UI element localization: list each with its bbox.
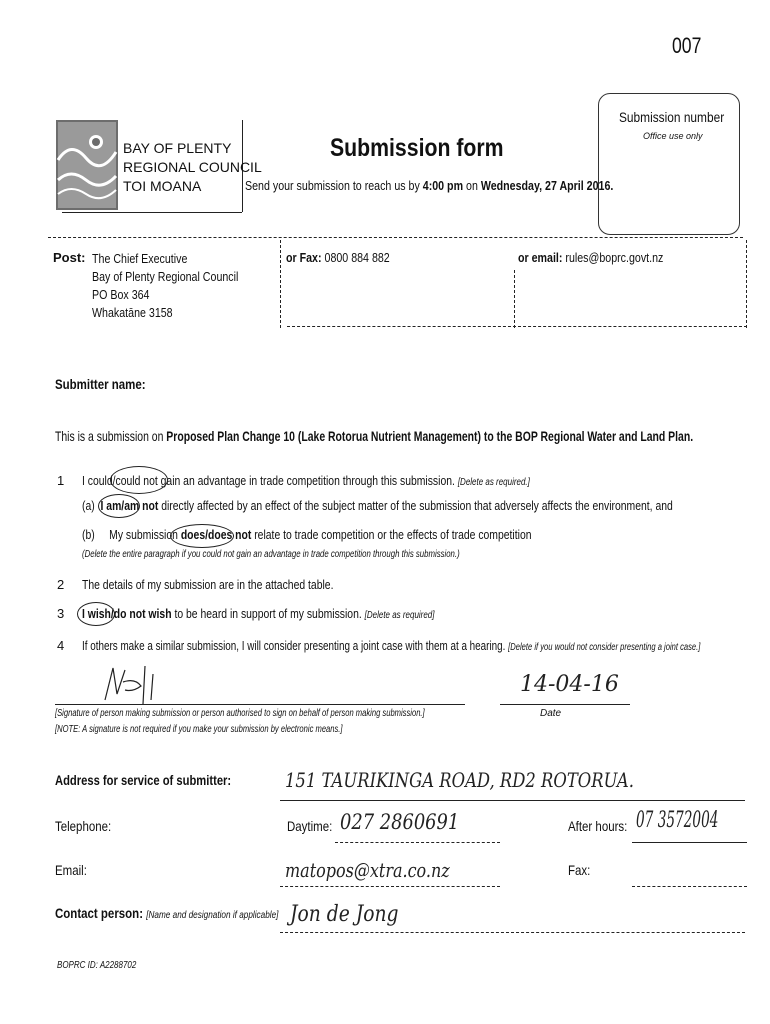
intro-bold: Proposed Plan Change 10 (Lake Rotorua Nutrient Management) to the BOP Regional Water and Land Plan. xyxy=(166,428,694,444)
signature-caption: [Signature of person making submission or person authorised to sign on behalf of person making submission.] xyxy=(55,708,425,719)
fax-label: or Fax: xyxy=(286,250,322,265)
item3-rest: to be heard in support of my submission. xyxy=(171,606,362,621)
contact-divider-3 xyxy=(746,240,747,328)
address-line xyxy=(280,800,745,801)
item1b-choice: does/does not xyxy=(180,527,252,542)
contact-top-rule xyxy=(48,237,743,238)
item4-note: [Delete if you would not consider presenting a joint case.] xyxy=(508,642,701,653)
item3-number: 3 xyxy=(57,606,65,621)
office-use-label: Office use only xyxy=(643,131,703,141)
submission-number-label: Submission number xyxy=(619,109,725,125)
email-line xyxy=(280,886,500,887)
submission-number-box xyxy=(598,93,740,235)
email-label: or email: xyxy=(518,250,563,265)
item4-statement: If others make a similar submission, I will consider presenting a joint case with them at a hearing. xyxy=(82,638,506,653)
item1b-label: (b) xyxy=(82,527,95,542)
item4-text xyxy=(82,638,700,653)
post-line-3: PO Box 364 xyxy=(92,287,150,302)
item1-statement: I could/could not gain an advantage in trade competition through this submission. xyxy=(82,473,455,488)
email-field-value[interactable]: matopos@xtra.co.nz xyxy=(285,858,450,882)
email-contact xyxy=(518,250,663,265)
item1b-text-3: relate to trade competition or the effects of trade competition xyxy=(251,527,532,542)
after-hours-value[interactable]: 07 3572004 xyxy=(636,808,719,833)
fax-value: 0800 884 882 xyxy=(324,250,390,265)
post-line-4: Whakatāne 3158 xyxy=(92,305,173,320)
address-label: Address for service of submitter: xyxy=(55,772,232,788)
page-number: 007 xyxy=(672,33,702,58)
item1-sub-note: (Delete the entire paragraph if you could not gain an advantage in trade competition through this submission.) xyxy=(82,549,460,560)
fax-field-line xyxy=(632,886,747,887)
date-caption: Date xyxy=(540,708,562,719)
item3-choice: I wish/do not wish xyxy=(82,606,172,621)
intro-prefix: This is a submission on xyxy=(55,428,167,444)
item1b-circle-mark xyxy=(170,524,234,548)
item1a-choice: I am/am not xyxy=(100,498,159,513)
post-label: Post: xyxy=(53,250,86,265)
after-hours-line xyxy=(632,842,747,843)
contact-person-label: Contact person: xyxy=(55,905,144,921)
contact-person-row xyxy=(55,905,278,921)
deadline-mid: on xyxy=(463,178,481,193)
item1-number: 1 xyxy=(57,473,65,488)
signature-line xyxy=(55,704,465,705)
form-title: Submission form xyxy=(330,134,504,162)
item1a-rest: directly affected by an effect of the subject matter of the submission that adversely affects the environment, and xyxy=(158,498,673,513)
contact-person-value[interactable]: Jon de Jong xyxy=(290,902,399,927)
signature-date: 14-04-16 xyxy=(520,672,619,697)
council-name-line2: REGIONAL COUNCIL xyxy=(123,159,262,175)
item1a-text xyxy=(82,498,673,513)
item1-note: [Delete as required.] xyxy=(457,477,530,488)
item3-circle-mark xyxy=(77,602,115,626)
item1a-circle-mark xyxy=(98,494,140,518)
daytime-label: Daytime: xyxy=(287,818,333,834)
email-field-label: Email: xyxy=(55,862,87,878)
item1-circle-mark xyxy=(110,466,168,494)
intro-text xyxy=(55,428,693,444)
address-value[interactable]: 151 TAURIKINGA ROAD, RD2 ROTORUA. xyxy=(285,768,634,792)
email-value[interactable]: rules@boprc.govt.nz xyxy=(565,250,664,265)
contact-bottom-rule xyxy=(287,326,747,327)
deadline-date: Wednesday, 27 April 2016. xyxy=(480,178,614,193)
date-line xyxy=(500,704,630,705)
post-address xyxy=(92,250,238,322)
daytime-value[interactable]: 027 2860691 xyxy=(340,810,460,834)
footer-id: BOPRC ID: A2288702 xyxy=(57,960,137,971)
council-name-line1: BAY OF PLENTY xyxy=(123,140,232,156)
item3-text xyxy=(82,606,434,621)
item1b-text xyxy=(82,527,532,542)
item4-number: 4 xyxy=(57,638,65,653)
daytime-line xyxy=(335,842,500,843)
council-name-line3: TOI MOANA xyxy=(123,178,202,194)
submitter-name-label: Submitter name: xyxy=(55,376,146,392)
item3-note: [Delete as required] xyxy=(364,610,435,621)
signature-note: [NOTE: A signature is not required if you make your submission by electronic means.] xyxy=(55,724,343,735)
item2-number: 2 xyxy=(57,577,65,592)
contact-divider-1 xyxy=(280,240,281,328)
contact-person-line xyxy=(280,932,745,933)
telephone-label: Telephone: xyxy=(55,818,112,834)
deadline-time: 4:00 pm xyxy=(422,178,464,193)
item2-text: The details of my submission are in the attached table. xyxy=(82,577,334,592)
contact-person-note: [Name and designation if applicable] xyxy=(146,910,279,921)
contact-divider-2 xyxy=(514,270,515,328)
item1b-text-1: My submission xyxy=(109,527,181,542)
deadline-text xyxy=(245,178,613,193)
post-line-2: Bay of Plenty Regional Council xyxy=(92,269,239,284)
item1a-label: (a) xyxy=(82,498,95,513)
fax-field-label: Fax: xyxy=(568,862,591,878)
after-hours-label: After hours: xyxy=(568,818,628,834)
council-logo-icon xyxy=(56,120,118,210)
post-line-1: The Chief Executive xyxy=(92,251,188,266)
deadline-prefix: Send your submission to reach us by xyxy=(245,178,423,193)
fax-contact xyxy=(286,250,390,265)
council-logo-box xyxy=(56,120,262,212)
signature-scribble xyxy=(95,660,165,710)
